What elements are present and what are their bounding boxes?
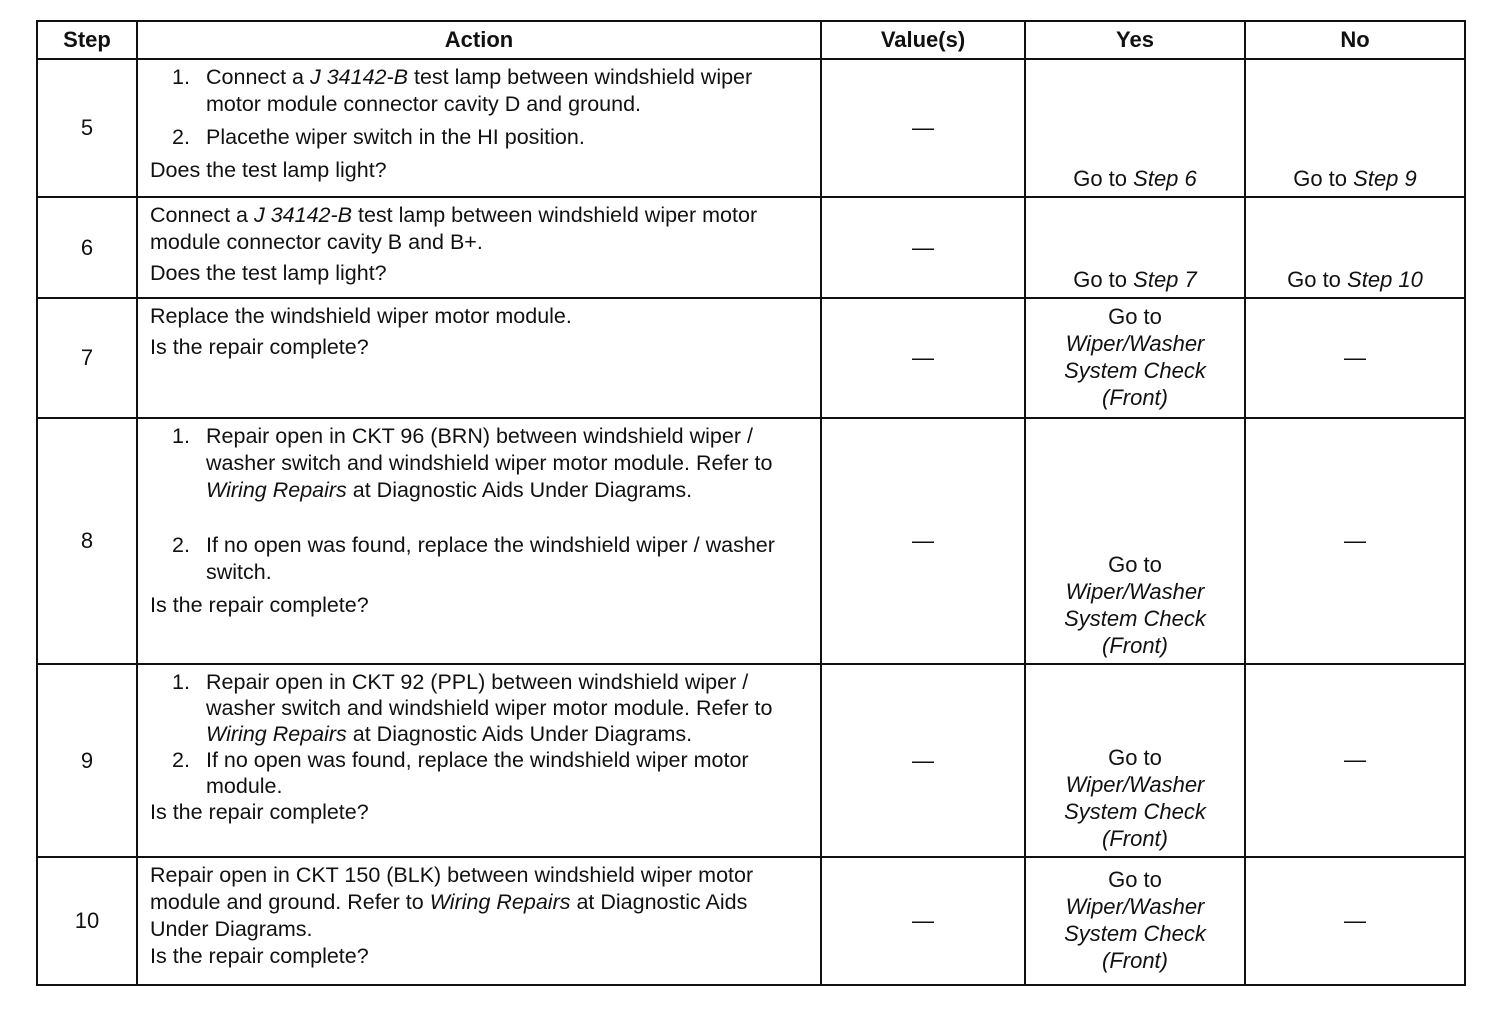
step-number: 8: [37, 418, 137, 664]
action-question: Is the repair complete?: [150, 800, 369, 824]
action-question: Is the repair complete?: [150, 593, 369, 617]
header-action: Action: [137, 21, 821, 59]
step-number: 10: [37, 857, 137, 985]
action-item: 1. Connect a J 34142-B test lamp between windshield wiper motor module connector cavity D and ground.: [172, 65, 753, 116]
yes-cell: Go to Wiper/Washer System Check (Front): [1025, 418, 1245, 664]
header-yes: Yes: [1025, 21, 1245, 59]
no-cell: Go to Step 9: [1245, 59, 1465, 197]
no-cell: —: [1245, 298, 1465, 418]
action-item: 1. Repair open in CKT 96 (BRN) between windshield wiper / washer switch and windshield wiper motor module. Refer to Wiring Repairs at Diagnostic Aids Under Diagrams.: [172, 424, 773, 502]
table-row: [37, 664, 1465, 857]
table-row: [37, 857, 1465, 985]
diagnostic-table: [36, 20, 1466, 986]
header-no: No: [1245, 21, 1465, 59]
step-number: 6: [37, 197, 137, 298]
wiring-repairs-reference: Wiring Repairs: [206, 722, 347, 746]
item-number: 1.: [172, 424, 190, 448]
header-row: [37, 21, 1465, 59]
action-cell: Connect a J 34142-B test lamp between windshield wiper motor module connector cavity B and B+. Does the test lamp light?: [137, 197, 821, 298]
value-cell: —: [821, 418, 1025, 664]
no-cell: —: [1245, 664, 1465, 857]
action-item: 2. Placethe wiper switch in the HI position.: [172, 125, 585, 149]
action-cell: Replace the windshield wiper motor module. Is the repair complete?: [137, 298, 821, 418]
action-item: 2. If no open was found, replace the windshield wiper / washer switch.: [172, 533, 775, 584]
item-number: 1.: [172, 670, 190, 694]
item-number: 2.: [172, 748, 190, 772]
wiring-repairs-reference: Wiring Repairs: [206, 478, 347, 502]
action-question: Does the test lamp light?: [150, 261, 387, 285]
yes-step-link[interactable]: Step 6: [1133, 166, 1197, 191]
action-cell: Repair open in CKT 150 (BLK) between windshield wiper motor module and ground. Refer to Wiring Repairs at Diagnostic Aids Under Diagrams. Is the repair complete?: [137, 857, 821, 985]
tool-reference: J 34142-B: [309, 65, 408, 89]
value-cell: —: [821, 197, 1025, 298]
yes-target-link[interactable]: Wiper/Washer System Check (Front): [1064, 772, 1206, 851]
action-question: Is the repair complete?: [150, 944, 369, 968]
table-row: [37, 59, 1465, 197]
action-question: Is the repair complete?: [150, 335, 369, 359]
action-cell: [137, 418, 821, 664]
table-row: [37, 197, 1465, 298]
yes-step-link[interactable]: Step 7: [1133, 267, 1197, 292]
step-number: 7: [37, 298, 137, 418]
no-step-link[interactable]: Step 10: [1347, 267, 1423, 292]
action-item: 2. If no open was found, replace the windshield wiper motor module.: [172, 748, 749, 798]
item-number: 1.: [172, 65, 190, 89]
yes-target-link[interactable]: Wiper/Washer System Check (Front): [1064, 894, 1206, 973]
yes-cell: Go to Wiper/Washer System Check (Front): [1025, 857, 1245, 985]
value-cell: —: [821, 664, 1025, 857]
value-cell: —: [821, 59, 1025, 197]
yes-cell: Go to Step 6: [1025, 59, 1245, 197]
yes-cell: Go to Wiper/Washer System Check (Front): [1025, 298, 1245, 418]
yes-target-link[interactable]: Wiper/Washer System Check (Front): [1064, 579, 1206, 658]
action-cell: [137, 664, 821, 857]
value-cell: —: [821, 298, 1025, 418]
table-row: [37, 298, 1465, 418]
no-step-link[interactable]: Step 9: [1353, 166, 1417, 191]
yes-cell: Go to Wiper/Washer System Check (Front): [1025, 664, 1245, 857]
yes-cell: Go to Step 7: [1025, 197, 1245, 298]
item-number: 2.: [172, 125, 190, 149]
table-row: [37, 418, 1465, 664]
wiring-repairs-reference: Wiring Repairs: [429, 890, 571, 914]
item-number: 2.: [172, 533, 190, 557]
no-cell: —: [1245, 857, 1465, 985]
step-number: 9: [37, 664, 137, 857]
action-item: 1. Repair open in CKT 92 (PPL) between windshield wiper / washer switch and windshield wiper motor module. Refer to Wiring Repairs at Diagnostic Aids Under Diagrams.: [172, 670, 773, 746]
header-values: Value(s): [821, 21, 1025, 59]
no-cell: —: [1245, 418, 1465, 664]
yes-target-link[interactable]: Wiper/Washer System Check (Front): [1064, 331, 1206, 410]
tool-reference: J 34142-B: [253, 203, 352, 227]
value-cell: —: [821, 857, 1025, 985]
action-question: Does the test lamp light?: [150, 158, 387, 182]
no-cell: Go to Step 10: [1245, 197, 1465, 298]
header-step: Step: [37, 21, 137, 59]
step-number: 5: [37, 59, 137, 197]
action-cell: [137, 59, 821, 197]
